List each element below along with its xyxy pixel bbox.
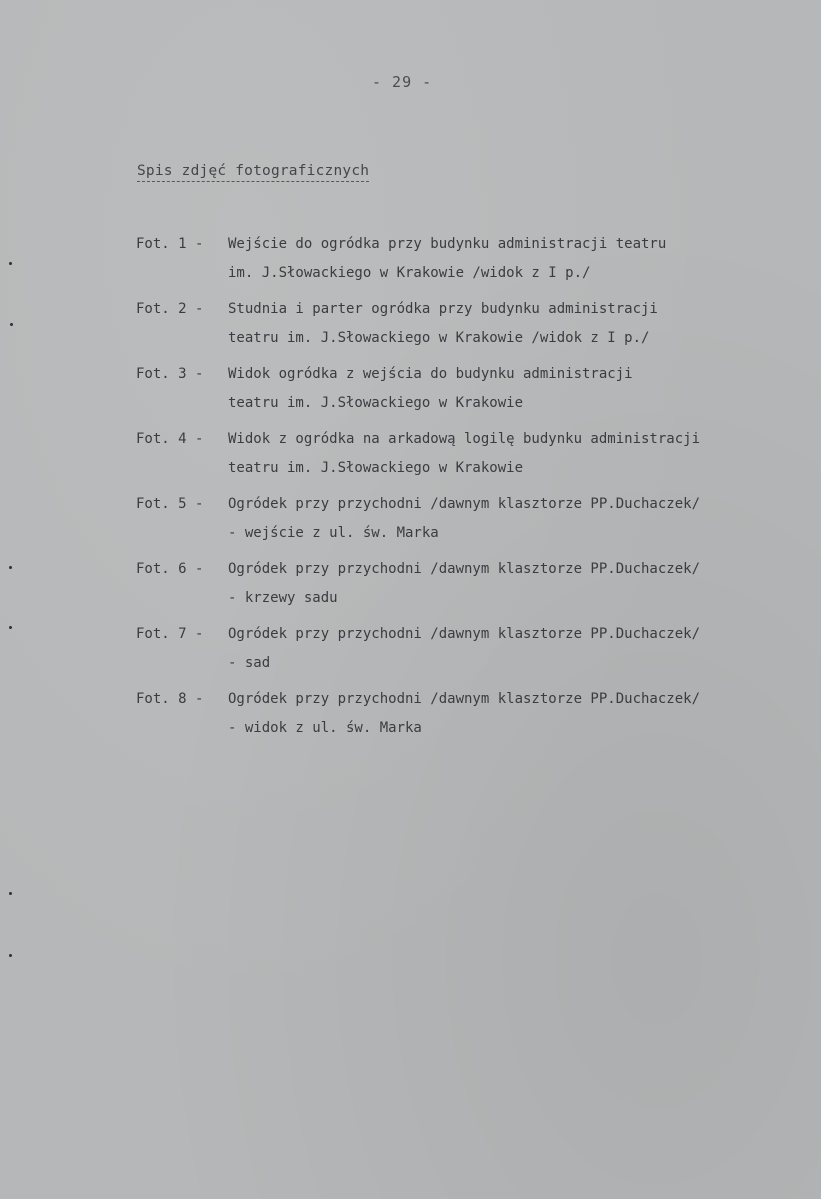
entry-label: Fot. 5 - — [136, 496, 204, 512]
entry-text-line-2: - sad — [228, 655, 271, 671]
entry-text-line-1: Ogródek przy przychodni /dawnym klasztorze PP.Duchaczek/ — [228, 496, 701, 512]
entry-text-line-2: teatru im. J.Słowackiego w Krakowie /widok z I p./ — [228, 330, 650, 346]
list-item — [136, 626, 816, 691]
photo-list — [136, 236, 816, 756]
entry-label: Fot. 8 - — [136, 691, 204, 707]
entry-label: Fot. 6 - — [136, 561, 204, 577]
entry-text-line-2: im. J.Słowackiego w Krakowie /widok z I p./ — [228, 265, 591, 281]
page-title: Spis zdjęć fotograficznych — [137, 163, 369, 182]
entry-text-line-1: Widok ogródka z wejścia do budynku administracji — [228, 366, 633, 382]
margin-mark — [9, 566, 12, 569]
margin-mark — [10, 323, 13, 326]
list-item — [136, 301, 816, 366]
entry-text-line-1: Ogródek przy przychodni /dawnym klasztorze PP.Duchaczek/ — [228, 561, 701, 577]
entry-label: Fot. 2 - — [136, 301, 204, 317]
entry-label: Fot. 1 - — [136, 236, 204, 252]
list-item — [136, 496, 816, 561]
margin-mark — [9, 626, 12, 629]
margin-mark — [9, 892, 12, 895]
margin-mark — [9, 954, 12, 957]
page-number: - 29 - — [372, 73, 433, 91]
entry-text-line-1: Wejście do ogródka przy budynku administracji teatru — [228, 236, 667, 252]
entry-text-line-2: - wejście z ul. św. Marka — [228, 525, 439, 541]
margin-mark — [9, 262, 12, 265]
entry-text-line-2: - krzewy sadu — [228, 590, 338, 606]
entry-label: Fot. 7 - — [136, 626, 204, 642]
list-item — [136, 691, 816, 756]
list-item — [136, 366, 816, 431]
entry-label: Fot. 4 - — [136, 431, 204, 447]
list-item — [136, 236, 816, 301]
entry-text-line-2: teatru im. J.Słowackiego w Krakowie — [228, 395, 524, 411]
entry-text-line-2: - widok z ul. św. Marka — [228, 720, 422, 736]
entry-text-line-1: Ogródek przy przychodni /dawnym klasztorze PP.Duchaczek/ — [228, 626, 701, 642]
entry-text-line-1: Ogródek przy przychodni /dawnym klasztorze PP.Duchaczek/ — [228, 691, 701, 707]
entry-text-line-1: Studnia i parter ogródka przy budynku administracji — [228, 301, 658, 317]
entry-text-line-1: Widok z ogródka na arkadową logilę budynku administracji — [228, 431, 701, 447]
list-item — [136, 561, 816, 626]
entry-text-line-2: teatru im. J.Słowackiego w Krakowie — [228, 460, 524, 476]
entry-label: Fot. 3 - — [136, 366, 204, 382]
list-item — [136, 431, 816, 496]
